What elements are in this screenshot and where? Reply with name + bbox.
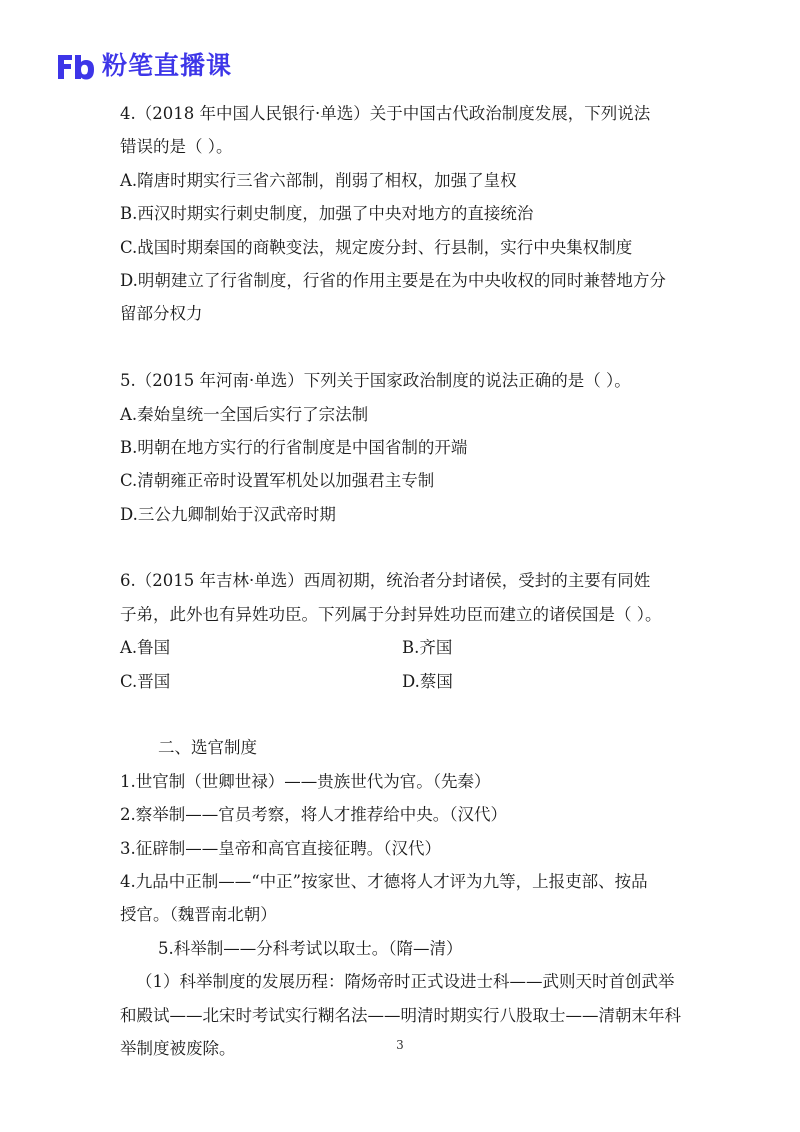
spacer: [120, 531, 690, 564]
section-item-3: 3.征辟制——皇帝和高官直接征聘。（汉代）: [120, 838, 441, 858]
q5-option-a: A.秦始皇统一全国后实行了宗法制: [120, 404, 369, 424]
q4-option-d-line1: D.明朝建立了行省制度，行省的作用主要是在为中央收权的同时兼替地方分: [120, 270, 666, 290]
q4-option-a: A.隋唐时期实行三省六部制，削弱了相权，加强了皇权: [120, 170, 517, 190]
page-number: 3: [396, 1038, 404, 1052]
q5-option-b: B.明朝在地方实行的行省制度是中国省制的开端: [120, 437, 468, 457]
q6-option-b: B.齐国: [402, 638, 453, 658]
spacer: [120, 331, 690, 364]
q6-options-row2: [120, 665, 690, 698]
spacer: [120, 698, 690, 731]
section-item-4-line2: 授官。（魏晋南北朝）: [120, 905, 277, 925]
q5-stem: 5.（2015 年河南·单选）下列关于国家政治制度的说法正确的是（ ）。: [120, 371, 631, 391]
q4-stem-line1: 4.（2018 年中国人民银行·单选）关于中国古代政治制度发展，下列说法: [120, 104, 651, 123]
q5-option-c: C.清朝雍正帝时设置军机处以加强君主专制: [120, 471, 435, 491]
q5-option-d: D.三公九卿制始于汉武帝时期: [120, 504, 336, 524]
q6-stem-line2: 子弟，此外也有异姓功臣。下列属于分封异姓功臣而建立的诸侯国是（ ）。: [120, 604, 662, 624]
section-item-4-line1: 4.九品中正制——“中正”按家世、才德将人才评为九等，上报吏部、按品: [120, 871, 648, 891]
q6-option-a: A.鲁国: [120, 638, 171, 658]
q6-stem-line1: 6.（2015 年吉林·单选）西周初期，统治者分封诸侯，受封的主要有同姓: [120, 571, 651, 591]
brand-logo: [56, 50, 232, 82]
q6-option-d: D.蔡国: [402, 671, 453, 691]
q4-stem-line2: 错误的是（ ）。: [120, 137, 233, 157]
document-body: [120, 97, 690, 1065]
sub-item-1-line3: 举制度被废除。: [120, 1038, 236, 1058]
sub-item-1-line1: （1）科举制度的发展历程：隋炀帝时正式设进士科——武则天时首创武举: [136, 972, 675, 992]
section-item-5: 5.科举制——分科考试以取士。（隋—清）: [158, 938, 463, 958]
q4-option-b: B.西汉时期实行刺史制度，加强了中央对地方的直接统治: [120, 204, 534, 224]
section-item-2: 2.察举制——官员考察，将人才推荐给中央。（汉代）: [120, 805, 507, 825]
q4-option-d-line2: 留部分权力: [120, 304, 203, 324]
brand-name: 粉笔直播课: [102, 51, 233, 80]
q4-option-c: C.战国时期秦国的商鞅变法，规定废分封、行县制，实行中央集权制度: [120, 237, 633, 257]
q6-options-row1: [120, 631, 690, 664]
section-heading: 二、选官制度: [158, 738, 257, 758]
sub-item-1-line2: 和殿试——北宋时考试实行糊名法——明清时期实行八股取士——清朝末年科: [120, 1005, 681, 1025]
q6-option-c: C.晋国: [120, 671, 171, 691]
fb-logo-icon: [56, 51, 96, 81]
section-item-1: 1.世官制（世卿世禄）——贵族世代为官。（先秦）: [120, 771, 491, 791]
